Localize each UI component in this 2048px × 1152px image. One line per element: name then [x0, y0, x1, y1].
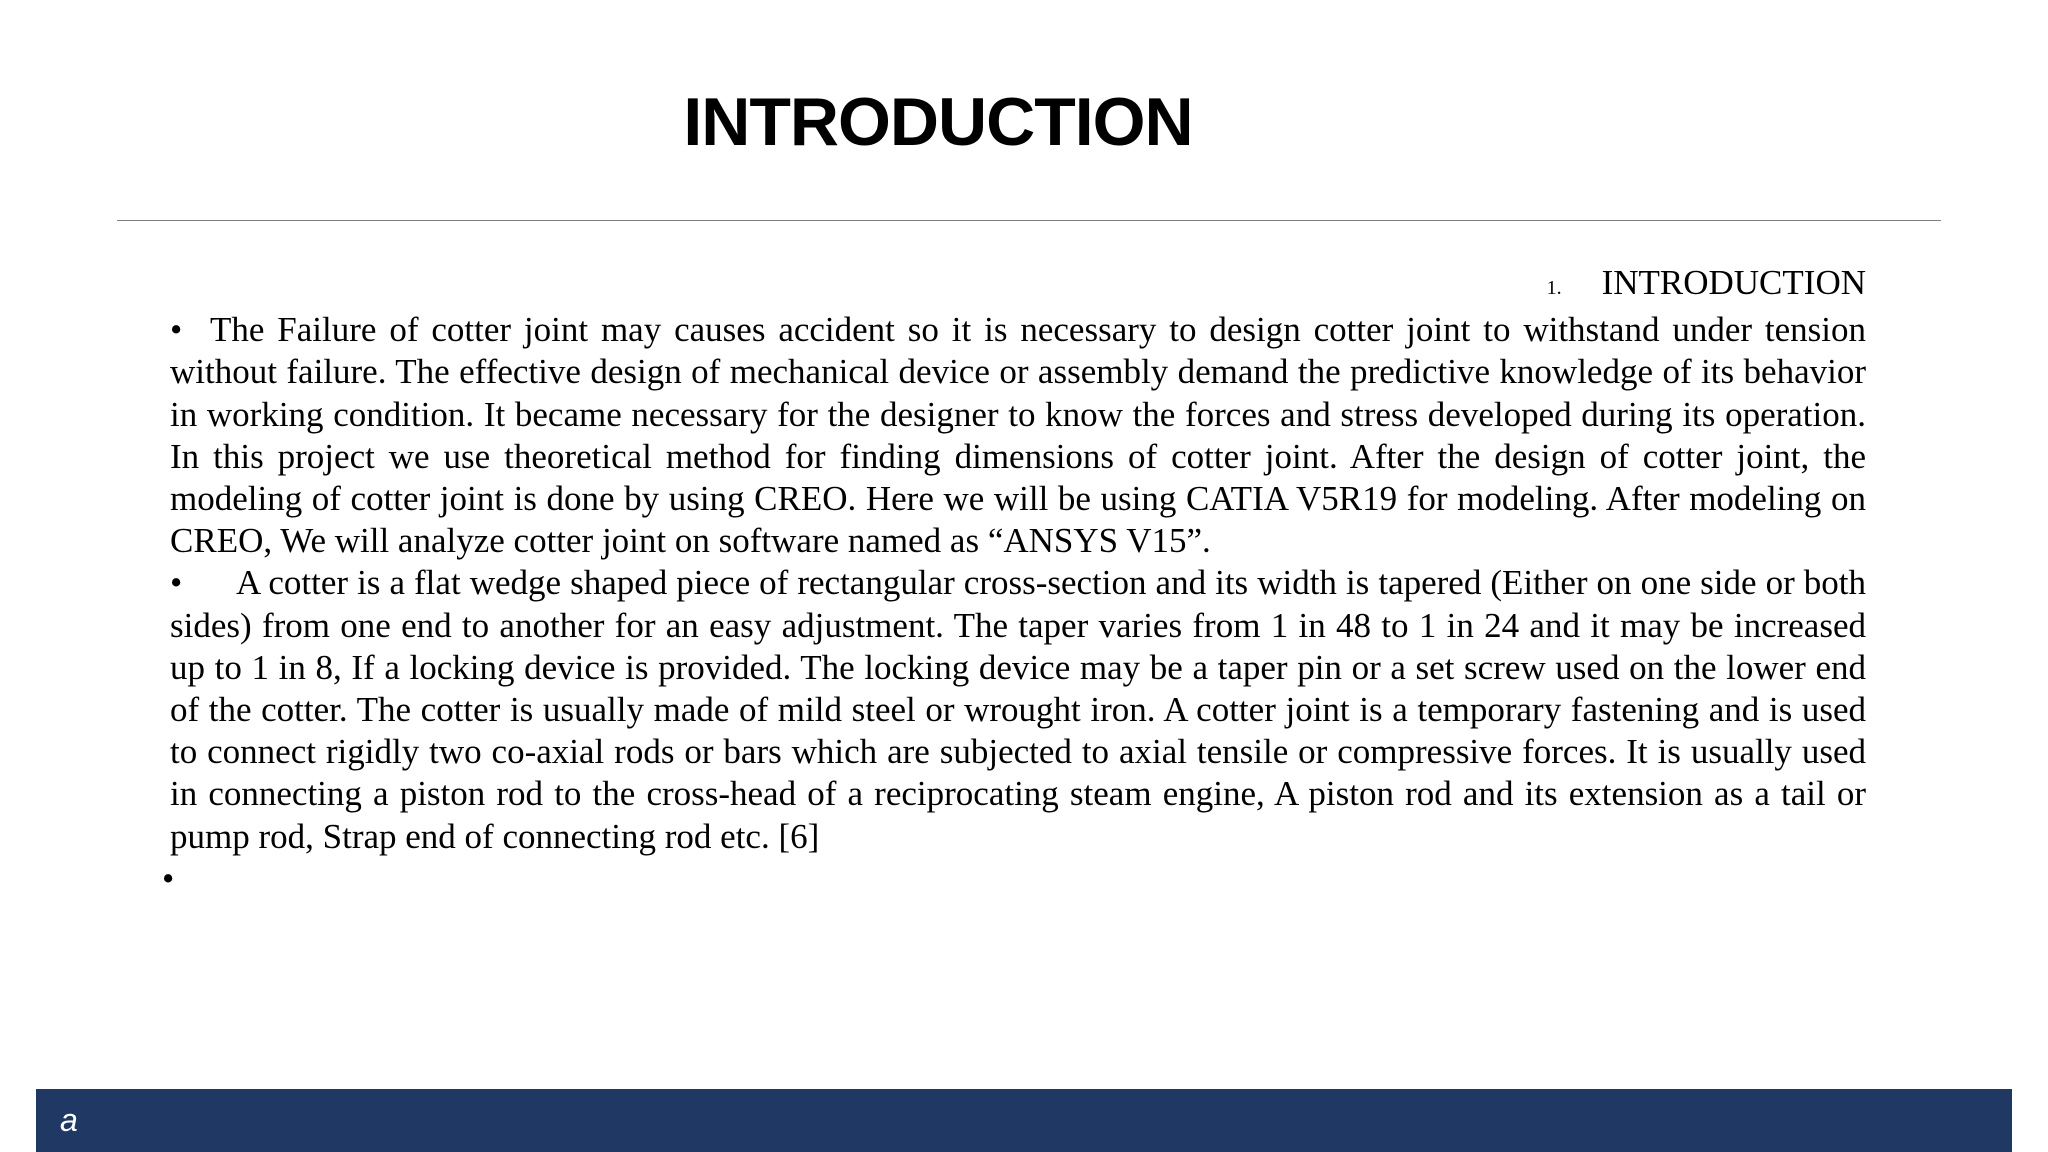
title-divider	[117, 220, 1941, 221]
slide-content	[162, 262, 1866, 900]
bullet-marker: •	[170, 310, 183, 350]
footer-text: a	[60, 1102, 78, 1138]
empty-bullet-item	[162, 858, 1858, 900]
bullet-marker: •	[170, 563, 183, 603]
footer-bar	[36, 1089, 2012, 1152]
bullet-paragraph-1	[170, 309, 1866, 562]
section-number: 1.	[1546, 277, 1562, 299]
paragraph-text: A cotter is a flat wedge shaped piece of rectangular cross-section and its width is tapered (Either on one side or both sides) from one end to another for an easy adjustment. The taper varies from 1 in 48 to 1 in 24 and it may be increased up to 1 in 8, If a locking device is provided. The locking device may be a taper pin or a set screw used on the lower end of the cotter. The cotter is usually made of mild steel or wrought iron. A cotter joint is a temporary fastening and is used to connect rigidly two co-axial rods or bars which are subjected to axial tensile or compressive forces. It is usually used in connecting a piston rod to the cross-head of a reciprocating steam engine, A piston rod and its extension as a tail or pump rod, Strap end of connecting rod etc. [6]	[170, 563, 1866, 856]
section-heading-text: INTRODUCTION	[1601, 263, 1866, 302]
bullet-marker: •	[162, 858, 175, 898]
slide-title: INTRODUCTION	[683, 84, 1193, 160]
paragraph-text: The Failure of cotter joint may causes accident so it is necessary to design cotter joint to withstand under tension without failure. The effective design of mechanical device or assembly demand the predictive knowledge of its behavior in working condition. It became necessary for the designer to know the forces and stress developed during its operation. In this project we use theoretical method for finding dimensions of cotter joint. After the design of cotter joint, the modeling of cotter joint is done by using CREO. Here we will be using CATIA V5R19 for modeling. After modeling on CREO, We will analyze cotter joint on software named as “ANSYS V15”.	[170, 310, 1866, 561]
section-heading	[170, 262, 1866, 309]
bullet-paragraph-2	[170, 562, 1866, 857]
